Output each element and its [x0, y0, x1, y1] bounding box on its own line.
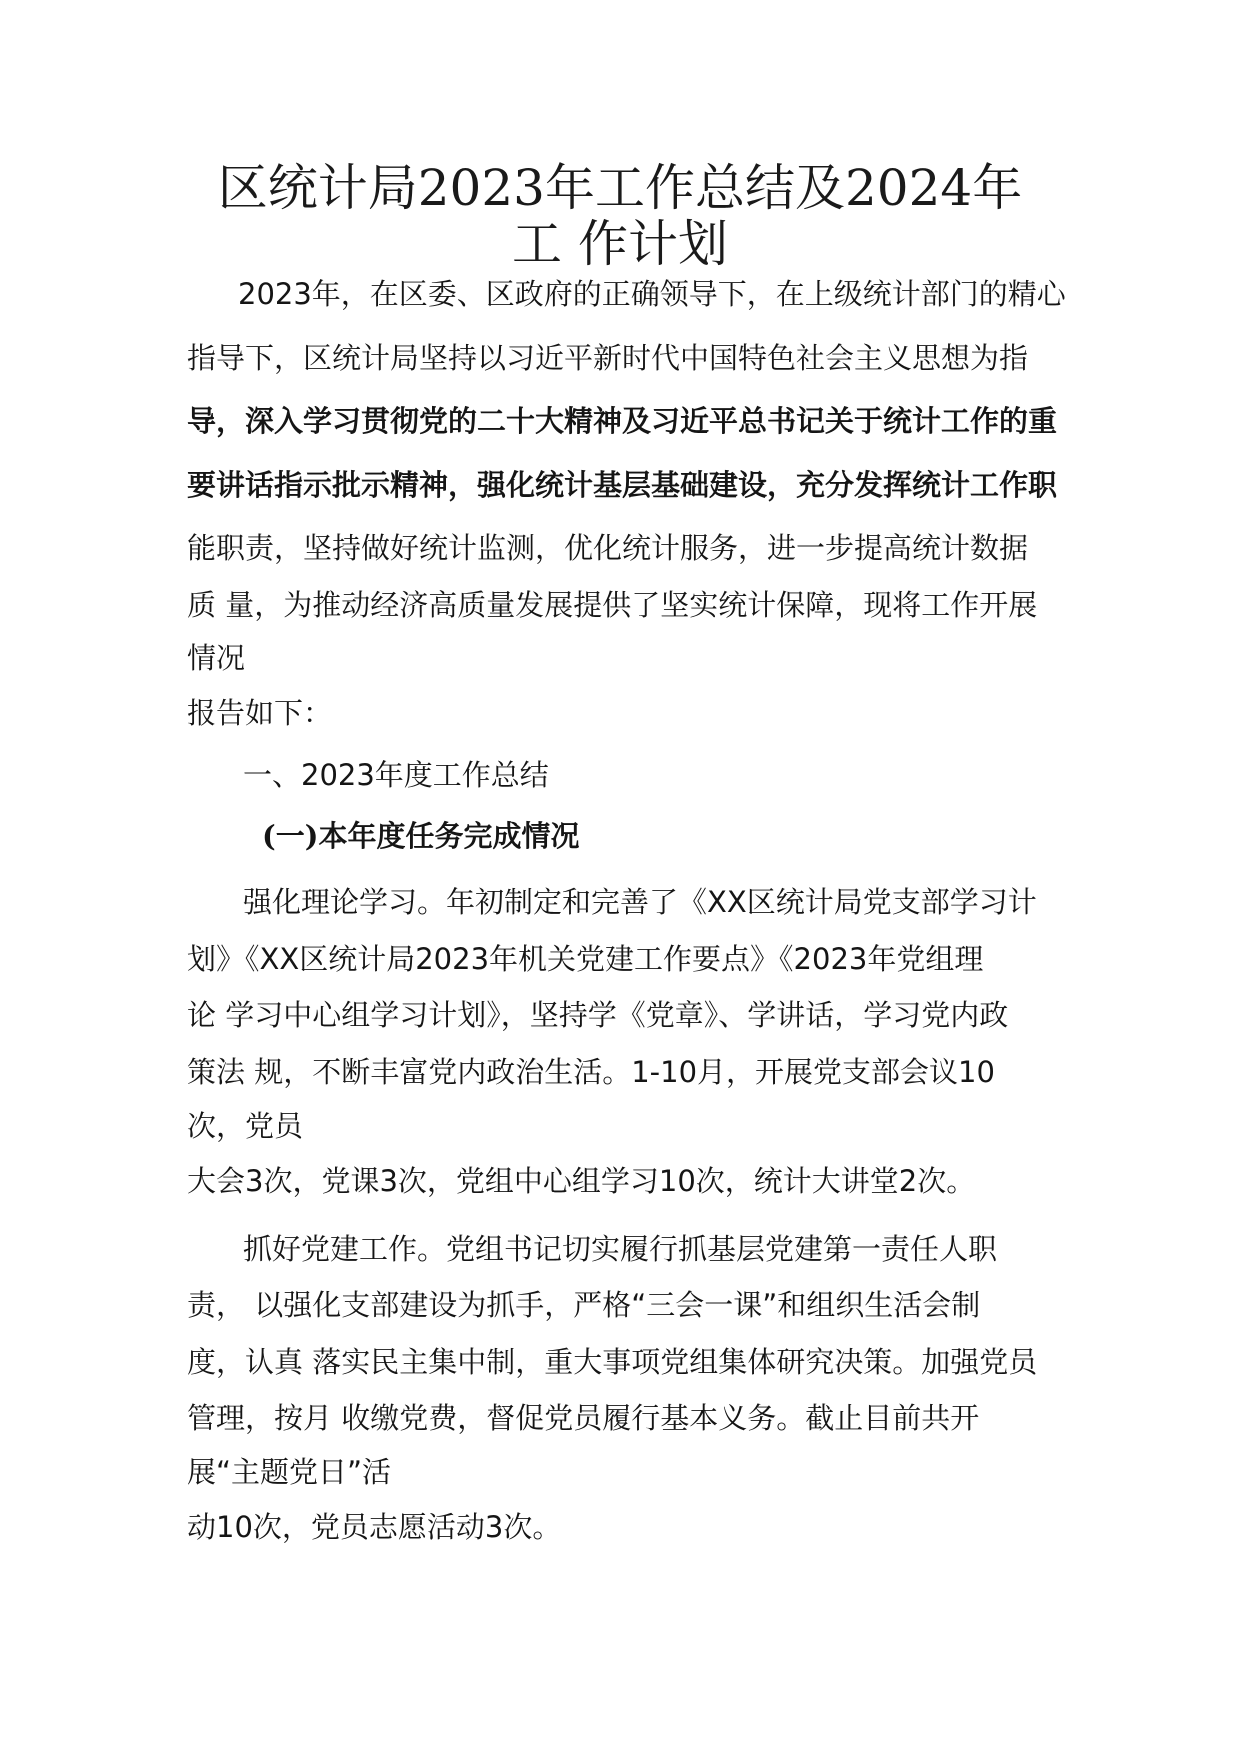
intro-line: 能职责，坚持做好统计监测，优化统计服务，进一步提高统计数据	[187, 531, 1029, 565]
section-heading: 一、2023年度工作总结	[243, 758, 549, 792]
paragraph-line: 论 学习中心组学习计划》，坚持学《党章》、学讲话，学习党内政	[187, 998, 1009, 1032]
paragraph-line: 度，认真 落实民主集中制，重大事项党组集体研究决策。加强党员	[187, 1345, 1038, 1379]
intro-line: 质 量，为推动经济高质量发展提供了坚实统计保障，现将工作开展	[187, 588, 1038, 622]
document-title-line-1: 区统计局2023年工作总结及2024年	[217, 159, 1023, 217]
paragraph-line: 抓好党建工作。党组书记切实履行抓基层党建第一责任人职	[243, 1232, 998, 1266]
paragraph-line: 策法 规，不断丰富党内政治生活。1-10月，开展党支部会议10	[187, 1055, 995, 1089]
subsection-heading: (一)本年度任务完成情况	[262, 819, 580, 853]
paragraph-line: 次，党员	[187, 1109, 304, 1143]
paragraph-line: 展“主题党日”活	[187, 1455, 392, 1489]
intro-line: 情况	[187, 641, 246, 675]
paragraph-line: 动10次，党员志愿活动3次。	[187, 1510, 562, 1544]
intro-line: 指导下，区统计局坚持以习近平新时代中国特色社会主义思想为指	[187, 341, 1029, 375]
document-title-line-2: 工 作计划	[512, 215, 728, 273]
paragraph-line: 责， 以强化支部建设为抓手，严格“三会一课”和组织生活会制	[187, 1288, 981, 1322]
intro-line: 2023年，在区委、区政府的正确领导下，在上级统计部门的精心	[238, 277, 1066, 311]
intro-line: 导，深入学习贯彻党的二十大精神及习近平总书记关于统计工作的重	[187, 404, 1058, 438]
paragraph-line: 强化理论学习。年初制定和完善了《XX区统计局党支部学习计	[243, 885, 1037, 919]
paragraph-line: 划》《XX区统计局2023年机关党建工作要点》《2023年党组理	[187, 942, 984, 976]
intro-line: 要讲话指示批示精神，强化统计基层基础建设，充分发挥统计工作职	[187, 468, 1058, 502]
paragraph-line: 管理，按月 收缴党费，督促党员履行基本义务。截止目前共开	[187, 1401, 980, 1435]
intro-line: 报告如下：	[187, 696, 333, 730]
paragraph-line: 大会3次，党课3次，党组中心组学习10次，统计大讲堂2次。	[187, 1164, 976, 1198]
